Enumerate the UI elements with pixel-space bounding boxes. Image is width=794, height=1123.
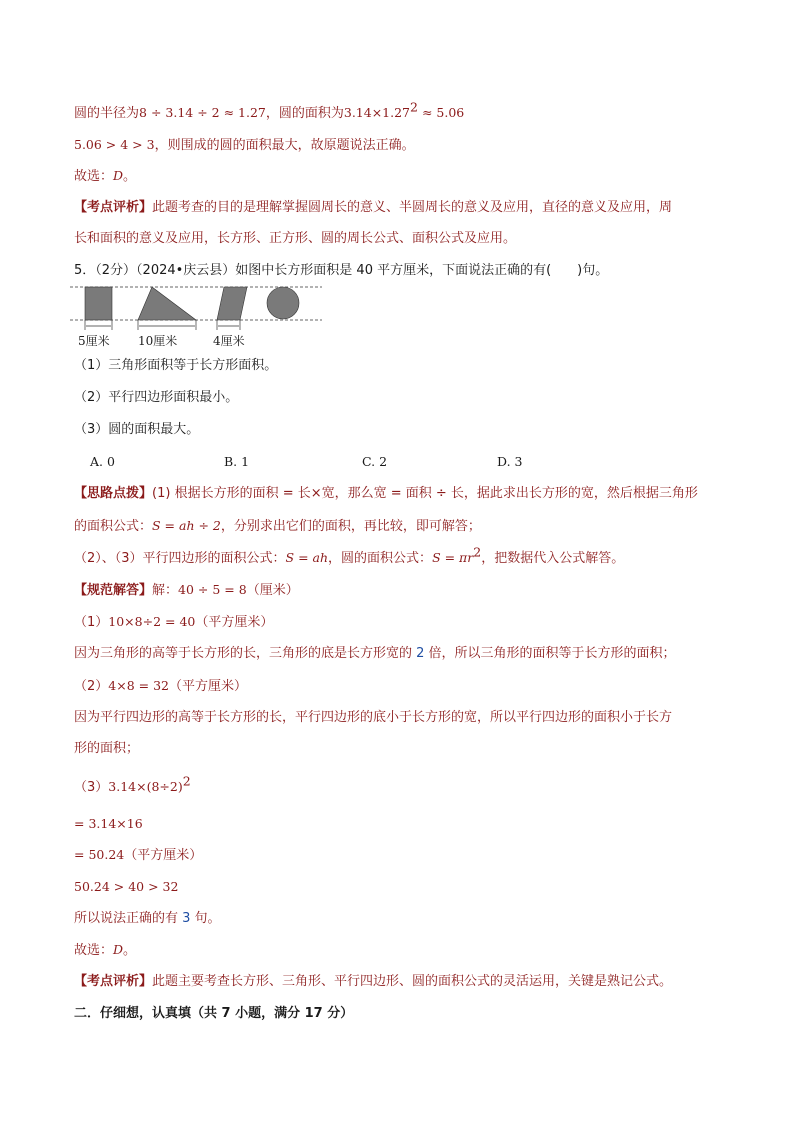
- option-c: C. 2: [362, 454, 388, 469]
- text: ，圆的面积公式：: [328, 551, 433, 566]
- number: 2: [416, 646, 425, 661]
- solution-step-3: [74, 773, 191, 797]
- exponent: 2: [410, 99, 418, 115]
- text: （平方厘米）: [195, 615, 274, 630]
- text: 圆的半径为: [74, 106, 140, 121]
- hint-line-3: [74, 544, 625, 568]
- text: 。: [123, 943, 137, 958]
- section-2-heading: 二．仔细想，认真填（共 7 小题，满分 17 分）: [74, 1006, 354, 1021]
- formula: 4×8 = 32: [108, 678, 169, 693]
- hint-line-1: [74, 485, 698, 503]
- statement-3: （3）圆的面积最大。: [74, 422, 200, 437]
- exponent: 2: [473, 544, 482, 560]
- text: 此题主要考查长方形、三角形、平行四边形、圆的面积公式的灵活运用，关键是熟记公式。: [152, 974, 673, 989]
- section-tag: 【规范解答】: [74, 583, 153, 598]
- text: ，圆的面积为: [265, 106, 344, 121]
- review-line-2: [74, 230, 516, 248]
- text: 倍，所以三角形的面积等于长方形的面积；: [424, 646, 676, 661]
- text: (1) 根据长方形的面积 = 长×宽，那么宽 = 面积 ÷ 长，据此求出长方形的宽，然后根据三角形: [152, 486, 698, 501]
- text: ，则围成的圆的面积最大，故原题说法正确。: [154, 138, 415, 153]
- text: 因为三角形的高等于长方形的长，三角形的底是长方形宽的: [74, 646, 417, 661]
- hint-line-2: [74, 517, 481, 536]
- parallelogram-shape: [217, 287, 247, 320]
- text: 故选：: [74, 943, 114, 958]
- circle-shape: [267, 287, 299, 319]
- solution-line-1: [74, 581, 299, 600]
- formula: 5.06 > 4 > 3: [74, 137, 155, 152]
- conclusion: [74, 910, 221, 928]
- section-tag: 【考点评析】: [74, 974, 153, 989]
- solution-reason-2b: 形的面积；: [74, 741, 140, 756]
- formula: 3.14×1.27: [343, 105, 411, 120]
- text: 故选：: [74, 169, 114, 184]
- formula: S = ah: [285, 550, 329, 565]
- answer-line-2: [74, 136, 415, 155]
- formula: 40 ÷ 5 = 8: [178, 582, 247, 597]
- statement-1: （1）三角形面积等于长方形面积。: [74, 358, 278, 373]
- text: 解：: [152, 583, 179, 598]
- statement-2: （2）平行四边形面积最小。: [74, 390, 239, 405]
- options-row: [90, 453, 550, 471]
- formula: 10×8÷2 = 40: [108, 614, 196, 629]
- text: （平方厘米）: [124, 848, 203, 863]
- review-line-1: [74, 199, 672, 217]
- label-5cm: 5厘米: [78, 334, 110, 348]
- label-10cm: 10厘米: [138, 334, 178, 348]
- section-tag: 【思路点拨】: [74, 486, 153, 501]
- solution-step-3c: [74, 846, 202, 865]
- comparison: 50.24 > 40 > 32: [74, 879, 179, 894]
- formula: S = ah ÷ 2: [152, 518, 221, 533]
- text: （2）: [74, 679, 109, 694]
- section-tag: 【考点评析】: [74, 200, 153, 215]
- review-final: [74, 973, 672, 991]
- formula: = 50.24: [74, 847, 125, 862]
- final-choice: [74, 941, 136, 960]
- formula: 3.14×(8÷2): [108, 779, 183, 794]
- solution-reason-2a: 因为平行四边形的高等于长方形的长，平行四边形的底小于长方形的宽，所以平行四边形的面积小于长方: [74, 710, 673, 725]
- option-a: A. 0: [90, 454, 115, 469]
- formula: 8 ÷ 3.14 ÷ 2 ≈ 1.27: [139, 105, 266, 120]
- answer-choice: [74, 167, 136, 186]
- text: 长和面积的意义及应用，长方形、正方形、圆的周长公式、面积公式及应用。: [74, 231, 517, 246]
- label-4cm: 4厘米: [213, 334, 245, 348]
- option-d: D. 3: [497, 454, 523, 469]
- text: （2）、（3）平行四边形的面积公式：: [74, 551, 286, 566]
- solution-reason-1: [74, 645, 676, 663]
- option-b: B. 1: [224, 454, 250, 469]
- text: ，分别求出它们的面积，再比较，即可解答；: [220, 519, 481, 534]
- rectangle-shape: [85, 287, 112, 320]
- solution-step-3b: = 3.14×16: [74, 816, 143, 831]
- text: ，把数据代入公式解答。: [481, 551, 625, 566]
- solution-step-2: [74, 677, 247, 696]
- triangle-shape: [138, 287, 196, 320]
- answer-line-1: [74, 99, 465, 123]
- formula: ≈ 5.06: [417, 105, 465, 120]
- text: 5．（2分）（2024•庆云县）如图中长方形面积是 40 平方厘米，下面说法正确的有( )句。: [74, 263, 609, 278]
- text: （平方厘米）: [169, 679, 248, 694]
- text: 的面积公式：: [74, 519, 153, 534]
- number: 3: [182, 911, 191, 926]
- text: 所以说法正确的有: [74, 911, 183, 926]
- shapes-figure: [70, 282, 340, 352]
- formula: D: [113, 942, 124, 957]
- text: 句。: [190, 911, 221, 926]
- text: 。: [123, 169, 137, 184]
- exponent: 2: [182, 773, 191, 789]
- question-title: [74, 262, 608, 280]
- formula: S = πr: [432, 550, 474, 565]
- formula: D: [113, 168, 124, 183]
- text: （3）: [74, 780, 109, 795]
- text: （厘米）: [246, 583, 299, 598]
- text: （1）: [74, 615, 109, 630]
- text: 此题考查的目的是理解掌握圆周长的意义、半圆周长的意义及应用，直径的意义及应用，周: [152, 200, 673, 215]
- solution-step-1: [74, 613, 273, 632]
